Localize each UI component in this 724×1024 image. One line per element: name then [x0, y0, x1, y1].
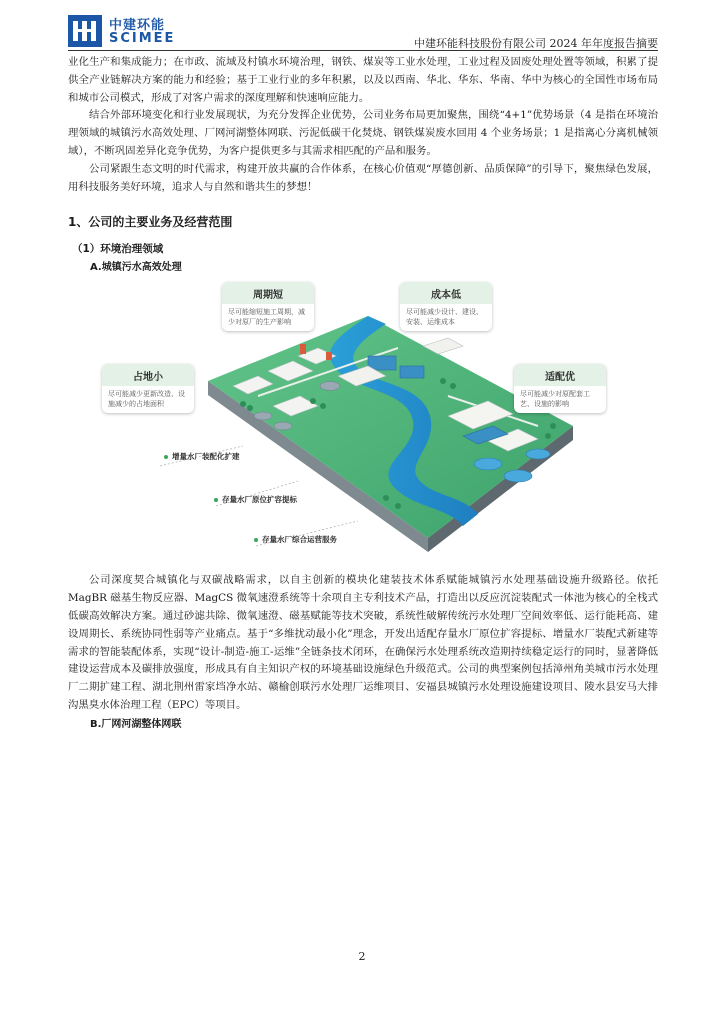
company-logo-icon — [68, 15, 102, 47]
tag-inplace-upgrade: 存量水厂原位扩容提标 — [214, 494, 297, 505]
paragraph-continued: 业化生产和集成能力；在市政、流域及村镇水环境治理，钢铁、煤炭等工业水处理，工业过程及固废处理处置等领域，积累了提供全产业链解决方案的能力和经验；基于工业行业的多年积累，以及以西南、华北、华东、华南、华中为核心的全国性市场布局和城市公司模式，形成了对客户需求的深度理解和快速响应能力。 — [68, 56, 658, 104]
logo-english-name: SCIMEE — [109, 31, 176, 46]
subsection-heading: （1）环境治理领域 — [72, 243, 164, 256]
paragraph-vision: 公司紧跟生态文明的时代需求，构建开放共赢的合作体系，在核心价值观“厚德创新、品质保障”的引导下，聚焦绿色发展，用科技服务美好环境，追求人与自然和谐共生的梦想！ — [68, 162, 658, 193]
callout-low-cost — [400, 282, 492, 331]
page-content — [68, 54, 658, 733]
callout-short-cycle — [222, 282, 314, 331]
callout-title: 适配优 — [514, 364, 606, 386]
page-number: 2 — [358, 950, 366, 963]
bullet-dot-icon — [254, 538, 258, 542]
tag-operation-service: 存量水厂综合运营服务 — [254, 534, 337, 545]
report-title: 中建环能科技股份有限公司 2024 年年度报告摘要 — [414, 37, 658, 50]
category-heading-b: B.厂网河湖整体网联 — [90, 718, 182, 730]
callout-title: 周期短 — [222, 282, 314, 304]
callout-description: 尽可能减少更新改造、设施减少的占地面积 — [108, 390, 185, 409]
header-divider — [68, 50, 658, 51]
bullet-dot-icon — [214, 498, 218, 502]
callout-description: 尽可能减少对原配套工艺、设施的影响 — [520, 390, 590, 409]
callout-description: 尽可能减少设计、建设、安装、运维成本 — [406, 308, 483, 327]
paragraph-business-layout: 结合外部环境变化和行业发展现状，为充分发挥企业优势，公司业务布局更加聚焦，围绕“4+1”优势场景（4 是指在环境治理领域的城镇污水高效处理、厂网河湖整体网联、污泥低碳干化焚烧、钢铁煤炭废水回用 4 个业务场景；1 是指离心分离机械领域），不断巩固差异化竞争优势，为客户提供更多与其需求相匹配的产品和服务。 — [68, 109, 658, 157]
category-heading-a: A.城镇污水高效处理 — [90, 262, 182, 274]
callout-better-fit — [514, 364, 606, 413]
callout-description: 尽可能缩短施工周期，减少对原厂的生产影响 — [228, 308, 305, 327]
bullet-dot-icon — [164, 455, 168, 459]
callout-small-footprint — [102, 364, 194, 413]
section-heading: 1、公司的主要业务及经营范围 — [68, 215, 233, 230]
wastewater-plant-illustration — [68, 276, 658, 572]
plant-isometric-graphic — [68, 276, 658, 572]
callout-title: 占地小 — [102, 364, 194, 386]
callout-title: 成本低 — [400, 282, 492, 304]
logo-chinese-name: 中建环能 — [109, 18, 166, 33]
page-header — [68, 13, 658, 51]
tag-incremental-expansion: 增量水厂装配化扩建 — [164, 451, 240, 462]
paragraph-urban-wastewater: 公司深度契合城镇化与双碳战略需求，以自主创新的模块化建装技术体系赋能城镇污水处理基础设施升级路径。依托 MagBR 磁基生物反应器、MagCS 微氧速澄系统等十余项自主专利技术产品，打造出以反应沉淀装配式一体池为核心的全栈式低碳高效解决方案。通过砂滤共除、微氧速澄、磁基赋能等技术突破，系统性破解传统污水处理厂空间效率低、运行能耗高、建设周期长、系统协同性弱等产业痛点。基于“多维扰动最小化”理念，开发出适配存量水厂原位扩容提标、增量水厂装配式新建等需求的智能装配体系，实现“设计-制造-施工-运维”全链条技术闭环，在确保污水处理系统改造期持续稳定运行的同时，显著降低建设运营成本及碳排放强度，形成具有自主知识产权的环境基础设施绿色升级范式。公司的典型案例包括漳州角美城市污水处理厂二期扩建工程、湖北荆州雷家垱净水站、赣榆创联污水处理厂运维项目、安福县城镇污水处理设施建设项目、陵水县安马大排沟黑臭水体治理工程（EPC）等项目。 — [68, 574, 658, 711]
